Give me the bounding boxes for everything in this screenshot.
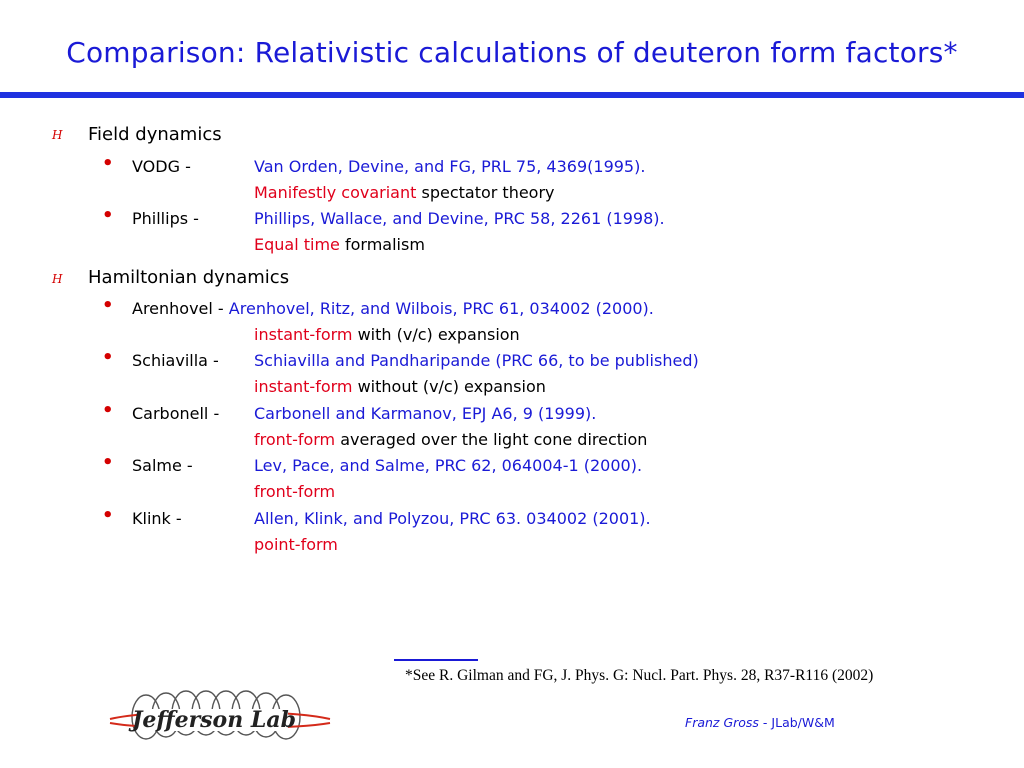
credit-author: Franz Gross bbox=[685, 715, 759, 730]
entry-method: Manifestly covariant bbox=[254, 183, 417, 202]
entry-name: Carbonell - bbox=[132, 404, 220, 423]
entry-line bbox=[132, 299, 654, 318]
bullet-icon: • bbox=[102, 452, 114, 473]
entry-method: front-form bbox=[254, 430, 336, 449]
entry-name: Arenhovel - bbox=[132, 299, 229, 318]
entry-method: point-form bbox=[254, 535, 338, 554]
section-heading-field-dynamics: Field dynamics bbox=[88, 124, 222, 145]
entry-method-line bbox=[254, 325, 520, 344]
footnote: *See R. Gilman and FG, J. Phys. G: Nucl. Part. Phys. 28, R37-R116 (2002) bbox=[405, 667, 874, 684]
logo-wordmark: Jefferson Lab bbox=[131, 707, 297, 733]
author-credit bbox=[685, 715, 835, 730]
bullet-icon: • bbox=[102, 295, 114, 316]
entry-name: Schiavilla - bbox=[132, 351, 219, 370]
entry-method: front-form bbox=[254, 482, 336, 501]
entry-name: Salme - bbox=[132, 456, 193, 475]
entry-method-line bbox=[254, 535, 338, 554]
entry-method-line bbox=[254, 235, 425, 254]
entry-method: Equal time bbox=[254, 235, 340, 254]
entry-name: VODG - bbox=[132, 157, 191, 176]
entry-reference: Van Orden, Devine, and FG, PRL 75, 4369(1995). bbox=[254, 157, 646, 176]
entry-note: with (v/c) expansion bbox=[352, 325, 520, 344]
bullet-icon: • bbox=[102, 347, 114, 368]
slide-title: Comparison: Relativistic calculations of deuteron form factors* bbox=[66, 36, 958, 69]
section-marker-icon: H bbox=[52, 272, 63, 286]
section-heading-hamiltonian-dynamics: Hamiltonian dynamics bbox=[88, 267, 290, 288]
entry-reference: Schiavilla and Pandharipande (PRC 66, to be published) bbox=[254, 351, 699, 370]
entry-reference: Phillips, Wallace, and Devine, PRC 58, 2261 (1998). bbox=[254, 209, 665, 228]
entry-method: instant-form bbox=[254, 325, 353, 344]
entry-note: averaged over the light cone direction bbox=[335, 430, 648, 449]
bullet-icon: • bbox=[102, 400, 114, 421]
entry-note: formalism bbox=[339, 235, 425, 254]
entry-method: instant-form bbox=[254, 377, 353, 396]
entry-method-line bbox=[254, 430, 647, 449]
entry-reference: Carbonell and Karmanov, EPJ A6, 9 (1999). bbox=[254, 404, 597, 423]
entry-reference: Lev, Pace, and Salme, PRC 62, 064004-1 (2000). bbox=[254, 456, 643, 475]
entry-method-line bbox=[254, 377, 546, 396]
title-divider bbox=[0, 92, 1024, 98]
footnote-divider bbox=[394, 659, 478, 661]
bullet-icon: • bbox=[102, 153, 114, 174]
entry-reference: Allen, Klink, and Polyzou, PRC 63. 034002 (2001). bbox=[254, 509, 651, 528]
entry-name: Klink - bbox=[132, 509, 182, 528]
entry-method-line bbox=[254, 183, 555, 202]
entry-note: spectator theory bbox=[416, 183, 555, 202]
entry-note: without (v/c) expansion bbox=[352, 377, 546, 396]
jefferson-lab-logo-icon bbox=[104, 685, 336, 761]
entry-method-line bbox=[254, 482, 335, 501]
credit-separator: - bbox=[758, 715, 772, 730]
section-marker-icon: H bbox=[52, 128, 63, 142]
bullet-icon: • bbox=[102, 205, 114, 226]
jefferson-lab-logo bbox=[104, 685, 336, 761]
entry-reference: Arenhovel, Ritz, and Wilbois, PRC 61, 034002 (2000). bbox=[228, 299, 654, 318]
entry-name: Phillips - bbox=[132, 209, 199, 228]
credit-affiliation: JLab/W&M bbox=[771, 715, 835, 730]
bullet-icon: • bbox=[102, 505, 114, 526]
